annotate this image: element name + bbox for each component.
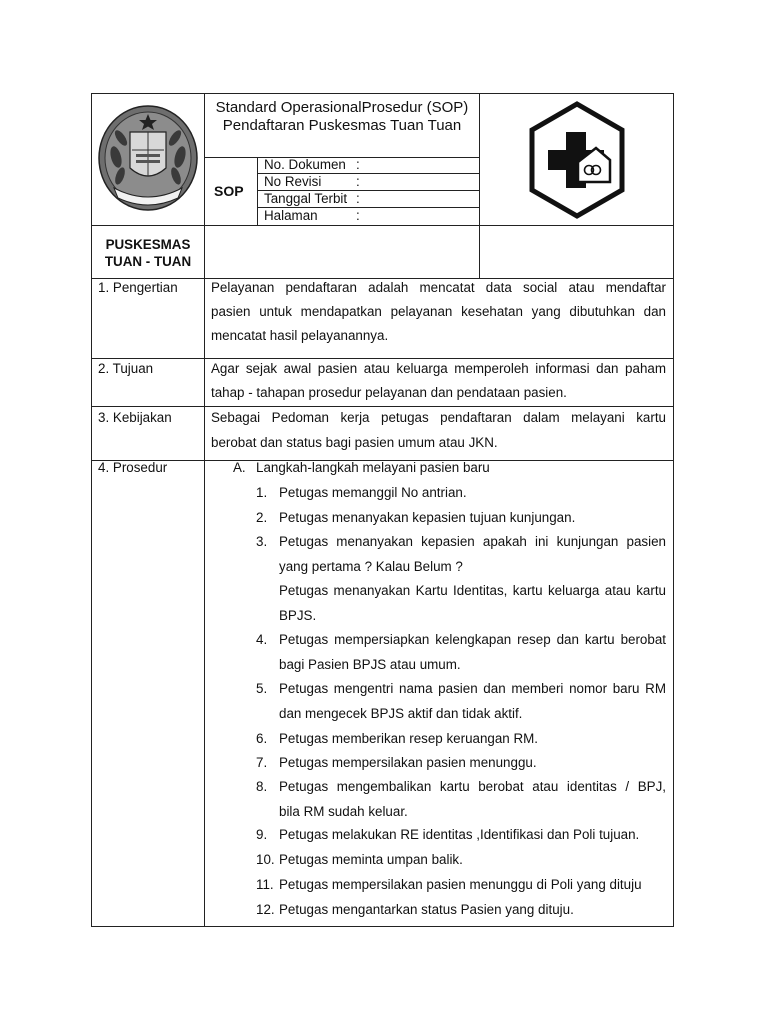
field-tanggal-terbit-label: Tanggal Terbit (264, 191, 348, 206)
step-number: 4. (256, 632, 268, 647)
row-divider-header (91, 225, 674, 226)
step-line: Petugas mengembalikan kartu berobat atau identitas / BPJ, (279, 779, 666, 794)
field-halaman-sep: : (356, 208, 360, 223)
step-line: BPJS. (279, 608, 317, 623)
field-no-revisi-label: No Revisi (264, 174, 322, 189)
puskesmas-logo (526, 100, 628, 220)
step-number: 1. (256, 485, 268, 500)
step-line: Petugas mengantarkan status Pasien yang dituju. (279, 902, 574, 917)
step-line: Petugas memanggil No antrian. (279, 485, 467, 500)
step-number: 3. (256, 534, 268, 549)
step-number: 8. (256, 779, 268, 794)
tujuan-line-1: Agar sejak awal pasien atau keluarga memperoleh informasi dan paham (211, 361, 666, 376)
step-line: Petugas menanyakan Kartu Identitas, kartu keluarga atau kartu (279, 583, 666, 598)
step-number: 7. (256, 755, 268, 770)
step-line: Petugas meminta umpan balik. (279, 852, 463, 867)
table-border-left (91, 93, 92, 927)
step-number: 2. (256, 510, 268, 525)
document-title (205, 99, 479, 135)
step-line: dan mengecek BPJS aktif dan tidak aktif. (279, 706, 523, 721)
regency-seal-logo (96, 102, 200, 212)
col-divider-sop (257, 157, 258, 225)
section-kebijakan-label: 3. Kebijakan (98, 410, 172, 425)
document-title-line-2: Pendaftaran Puskesmas Tuan Tuan (222, 117, 462, 134)
step-number: 5. (256, 681, 268, 696)
sop-label: SOP (214, 183, 244, 199)
step-line: Petugas mempersiapkan kelengkapan resep dan kartu berobat (279, 632, 666, 647)
field-no-dokumen-sep: : (356, 157, 360, 172)
field-halaman (264, 208, 318, 224)
step-line: Petugas menanyakan kepasien apakah ini kunjungan pasien (279, 534, 666, 549)
kebijakan-line-2: berobat dan status bagi pasien umum atau JKN. (211, 435, 498, 450)
org-name (92, 236, 204, 270)
table-border-bottom (91, 926, 674, 927)
table-border-top (91, 93, 674, 94)
step-line: yang pertama ? Kalau Belum ? (279, 559, 463, 574)
step-number: 9. (256, 827, 268, 842)
org-name-line-2: TUAN - TUAN (104, 254, 192, 269)
kebijakan-line-1: Sebagai Pedoman kerja petugas pendaftaran dalam melayani kartu (211, 410, 666, 425)
step-line: Petugas memberikan resep keruangan RM. (279, 731, 539, 746)
step-line: bila RM sudah keluar. (279, 804, 408, 819)
field-no-revisi-sep: : (356, 174, 360, 189)
puskesmas-cross-icon (526, 100, 628, 220)
section-prosedur-label: 4. Prosedur (98, 460, 168, 475)
document-title-line-1: Standard OperasionalProsedur (SOP) (215, 99, 469, 116)
field-no-dokumen-label: No. Dokumen (264, 157, 346, 172)
step-line: Petugas menanyakan kepasien tujuan kunjungan. (279, 510, 576, 525)
section-tujuan-label: 2. Tujuan (98, 361, 154, 376)
field-tanggal-terbit-sep: : (356, 191, 360, 206)
row-divider-tujuan (91, 406, 674, 407)
pengertian-line-1: Pelayanan pendaftaran adalah mencatat data social atau mendaftar (211, 280, 666, 295)
step-line: Petugas mempersilakan pasien menunggu. (279, 755, 537, 770)
col-divider-right (479, 93, 480, 278)
step-line: bagi Pasien BPJS atau umum. (279, 657, 461, 672)
step-number: 12. (256, 902, 275, 917)
step-line: Petugas mengentri nama pasien dan memberi nomor baru RM (279, 681, 666, 696)
row-divider-pengertian (91, 358, 674, 359)
section-pengertian-label: 1. Pengertian (98, 280, 178, 295)
step-number: 11. (256, 877, 274, 892)
step-number: 6. (256, 731, 268, 746)
field-halaman-label: Halaman (264, 208, 318, 223)
prosedur-sub-title: Langkah-langkah melayani pasien baru (256, 460, 490, 475)
org-name-line-1: PUSKESMAS (105, 237, 191, 252)
regency-seal-icon (96, 102, 200, 212)
prosedur-sub-marker: A. (233, 460, 246, 475)
field-no-revisi (264, 174, 321, 190)
col-divider-left (204, 93, 205, 927)
pengertian-line-3: mencatat hasil pelayanannya. (211, 328, 389, 343)
step-line: Petugas mempersilakan pasien menunggu di Poli yang dituju (279, 877, 642, 892)
pengertian-line-2: pasien untuk mendapatkan pelayanan kesehatan yang dibutuhkan dan (211, 304, 666, 319)
step-line: Petugas melakukan RE identitas ,Identifikasi dan Poli tujuan. (279, 827, 640, 842)
table-border-right (673, 93, 674, 927)
step-number: 10. (256, 852, 275, 867)
row-divider-org (91, 278, 674, 279)
field-no-dokumen (264, 157, 346, 173)
tujuan-line-2: tahap - tahapan prosedur pelayanan dan pendataan pasien. (211, 385, 567, 400)
field-tanggal-terbit (264, 191, 347, 207)
